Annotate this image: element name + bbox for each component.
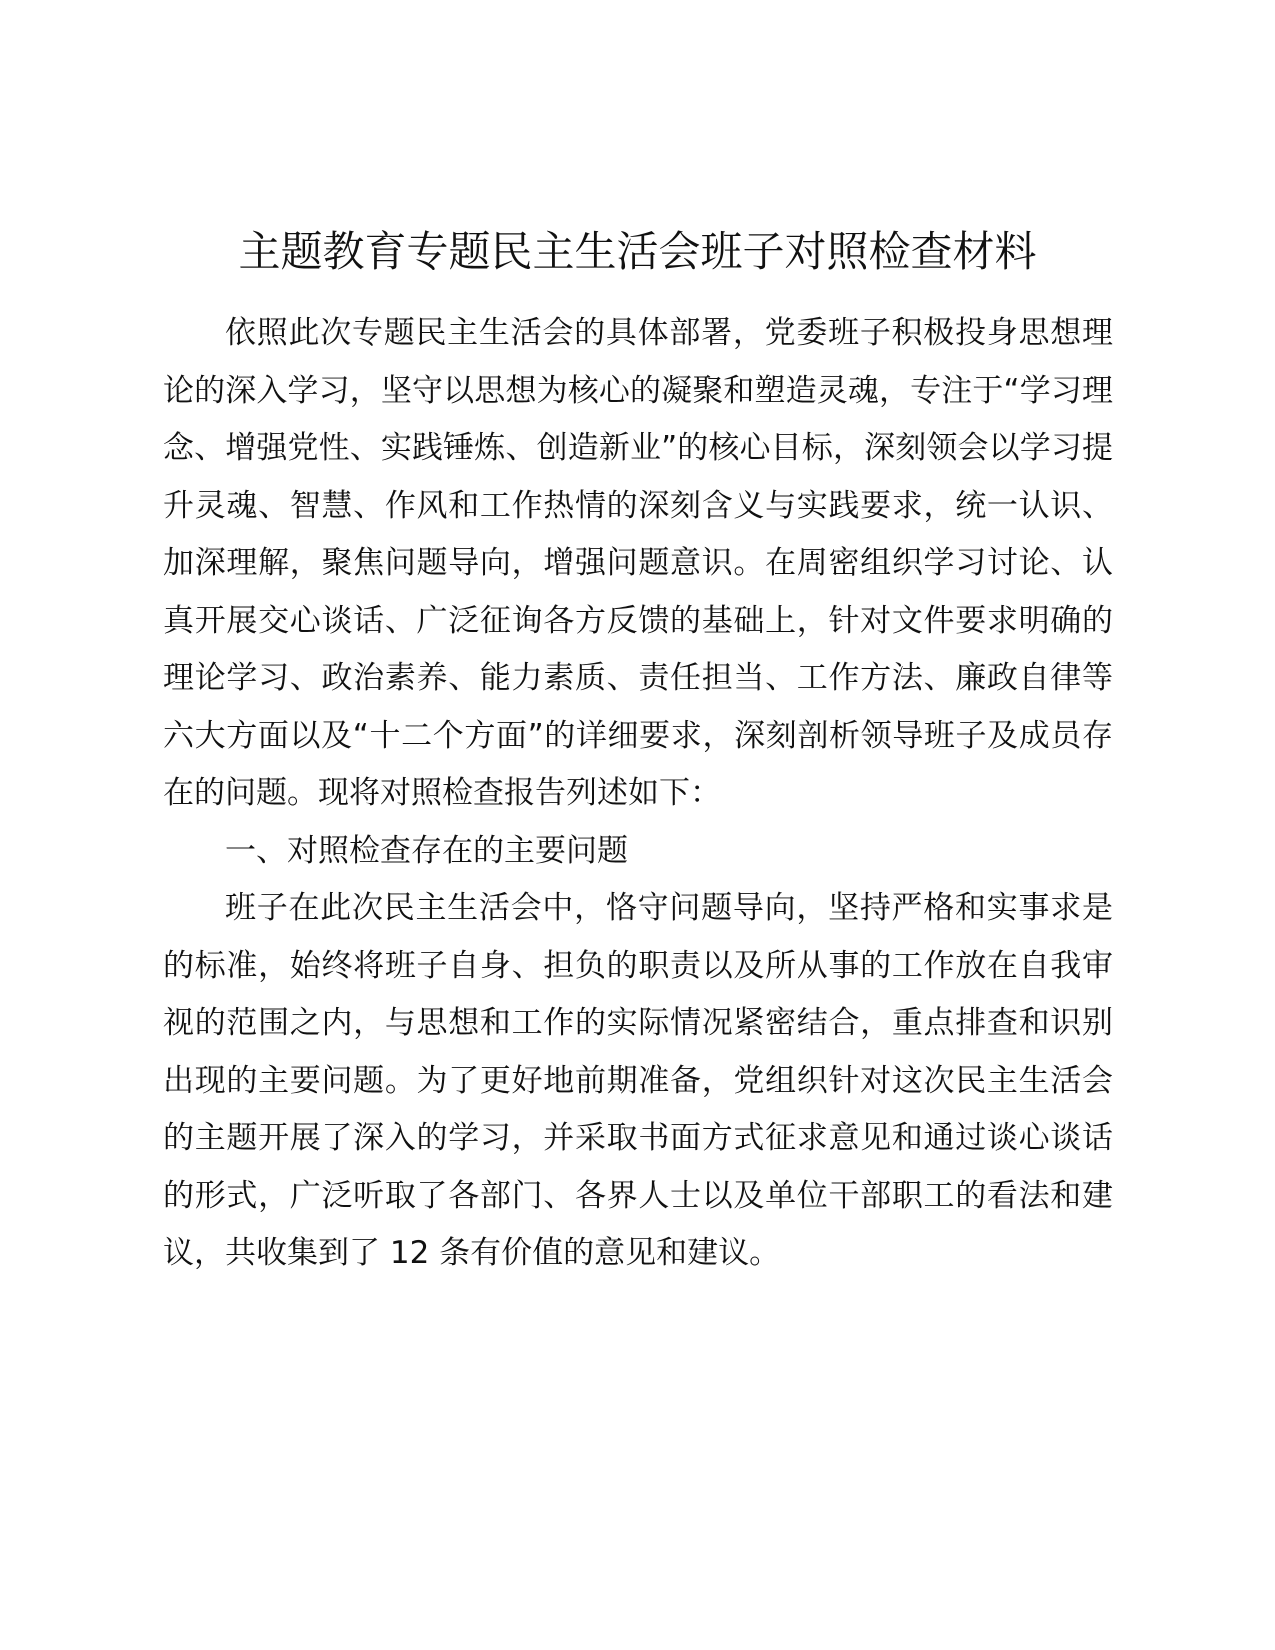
section-paragraph-1: 班子在此次民主生活会中，恪守问题导向，坚持严格和实事求是的标准，始终将班子自身、担负的职责以及所从事的工作放在自我审视的范围之内，与思想和工作的实际情况紧密结合，重点排查和识别出现的主要问题。为了更好地前期准备，党组织针对这次民主生活会的主题开展了深入的学习，并采取书面方式征求意见和通过谈心谈话的形式，广泛听取了各部门、各界人士以及单位干部职工的看法和建议，共收集到了 12 条有价值的意见和建议。: [163, 890, 1113, 1271]
intro-paragraph: 依照此次专题民主生活会的具体部署，党委班子积极投身思想理论的深入学习，坚守以思想为核心的凝聚和塑造灵魂，专注于“学习理念、增强党性、实践锤炼、创造新业”的核心目标，深刻领会以学习提升灵魂、智慧、作风和工作热情的深刻含义与实践要求，统一认识、加深理解，聚焦问题导向，增强问题意识。在周密组织学习讨论、认真开展交心谈话、广泛征询各方反馈的基础上，针对文件要求明确的理论学习、政治素养、能力素质、责任担当、工作方法、廉政自律等六大方面以及“十二个方面”的详细要求，深刻剖析领导班子及成员存在的问题。现将对照检查报告列述如下：: [163, 315, 1113, 811]
document-title: 主题教育专题民主生活会班子对照检查材料: [238, 227, 1037, 276]
document-body: [163, 305, 1113, 1283]
section-heading-1: 一、对照检查存在的主要问题: [225, 832, 628, 869]
